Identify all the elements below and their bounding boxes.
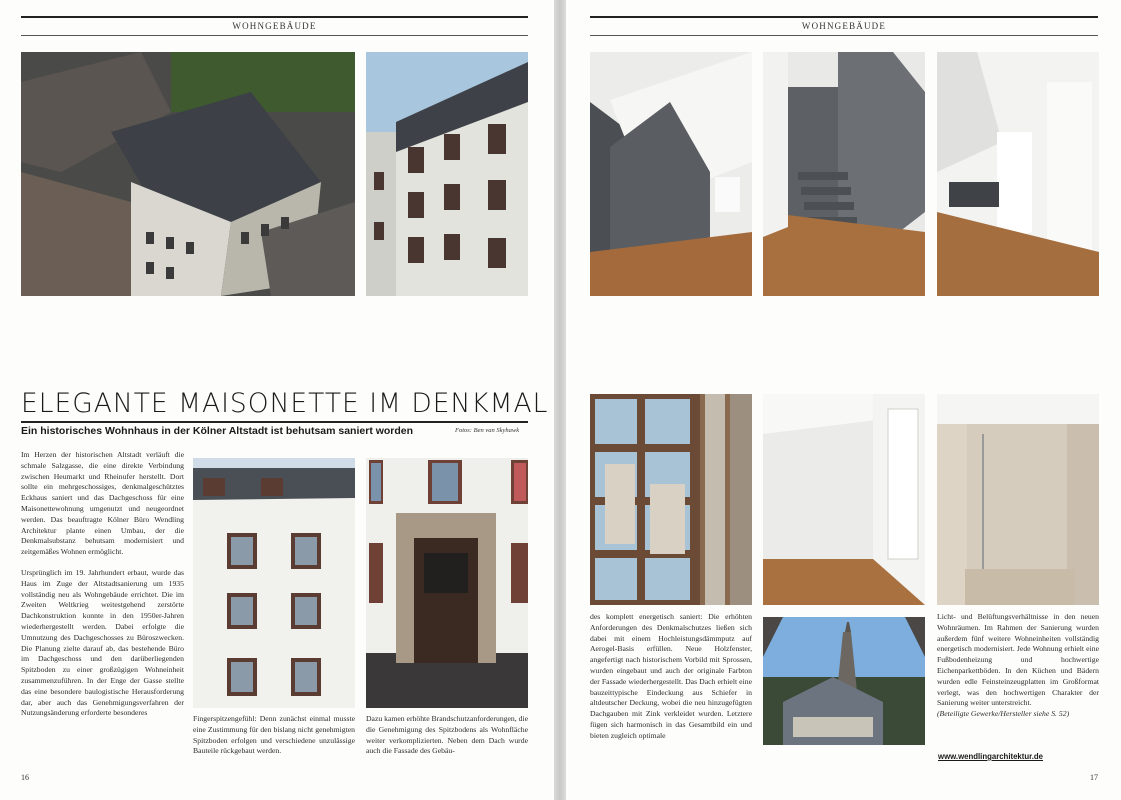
text-column-4: des komplett energetisch saniert: Die erhöhten Anforderungen des Denkmalschutzes ließen sich dabei mit einem Hochleistungsdämmputz auf Aerogel-Basis erfüllen. Neue Holzfenster, angefertigt nach historischem Vorbild mit Sprossen, wurden eingebaut und auch der originale Farbton der Fassade wiederhergestellt. Das Dach erhielt eine bauzeittypische Eindeckung aus Schiefer in altdeutscher Deckung, wobei die neu hinzugefügten Dachgauben mit Zink verkleidet wurden. Letztere fügen sich harmonisch in das Gesamtbild ein und bieten zugleich optimale: [590, 612, 752, 740]
aerial-photo: [21, 52, 355, 296]
paragraph: Licht- und Belüftungsverhältnisse in den neuen Wohnräumen. Im Rahmen der Sanierung wurden außerdem fünf weitere Wohneinheiten vollständig energetisch modernisiert. Jede Wohnung erhielt eine Fußbodenheizung und hochwertige Eichenparkettböden. In den Küchen und Bädern wurden edle Feinsteinzeugplatten im Großformat verlegt, was den hochwertigen Charakter der Sanierung weiter unterstreicht.: [937, 612, 1099, 708]
page-number-right: 17: [1090, 773, 1098, 782]
text-column-2: Fingerspitzengefühl: Denn zunächst einmal musste eine Zustimmung für den bislang nicht genehmigten Spitzboden erfolgen und verschiedene unzulässige Bauteile rückgebaut werden.: [193, 714, 355, 756]
article-subtitle: Ein historisches Wohnhaus in der Kölner Altstadt ist behutsam saniert worden: [21, 425, 414, 437]
cathedral-view-photo: [763, 617, 925, 745]
attic-room-photo: [937, 52, 1099, 296]
section-header: WOHNGEBÄUDE: [21, 16, 528, 36]
white-facade-photo: [193, 458, 355, 708]
left-page: [0, 0, 554, 800]
bathroom-photo: [937, 394, 1099, 605]
section-header: WOHNGEBÄUDE: [590, 16, 1098, 36]
article-title: ELEGANTE MAISONETTE IM DENKMAL: [21, 388, 549, 419]
white-room-photo: [763, 394, 925, 605]
facade-photo: [366, 52, 528, 296]
stair-interior-photo-2: [763, 52, 925, 296]
window-view-photo: [590, 394, 752, 605]
photo-credit: Fotos: Ben van Skyhawk: [455, 427, 520, 434]
stair-interior-photo: [590, 52, 752, 296]
page-number-left: 16: [21, 773, 29, 782]
website-link[interactable]: www.wendlingarchitektur.de: [938, 752, 1043, 761]
book-gutter: [554, 0, 566, 800]
text-column-5: [937, 612, 1099, 730]
suppliers-note: (Beteiligte Gewerke/Hersteller siehe S. 52): [937, 709, 1070, 719]
text-column-3: Dazu kamen erhöhte Brandschutzanforderungen, die die Genehmigung des Spitzbodens als Wohnfläche weiter verkomplizierten. Neben dem Dach wurde auch die Fassade des Gebäu-: [366, 714, 529, 756]
paragraph: Im Herzen der historischen Altstadt verläuft die schmale Salzgasse, die eine direkte Verbindung zwischen Heumarkt und Rheinufer herstellt. Dort sollte ein mehrgeschossiges, denkmalgeschütztes Eckhaus saniert und das Dachgeschoss für eine Maisonettewohnung umgenutzt und neugeordnet werden. Das beauftragte Kölner Büro Wendling Architektur plante einen Umbau, der die Denkmalsubstanz behutsam modernisiert und zeitgemäßes Wohnen ermöglicht.: [21, 450, 184, 557]
text-column-1: [21, 450, 184, 772]
entrance-door-photo: [366, 458, 528, 708]
right-page: [566, 0, 1121, 800]
paragraph: Ursprünglich im 19. Jahrhundert erbaut, wurde das Haus im Zuge der Altstadtsanierung um 1935 vollständig neu als Wohngebäude errichtet. Die im Zweiten Weltkrieg weitestgehend zerstörte Dachkonstruktion konnte in den 1950er-Jahren wiederhergestellt werden. Dabei erfolgte die Umnutzung des Dachgeschosses zu Büroszwecken. Die Planung zielte darauf ab, das bestehende Büro im Dachgeschoss und den darüberliegenden Spitzboden zu einer großzügigen Wohneinheit zusammenzuführen. In der Enge der Gasse stellte das eine besondere baulogistische Herausforderung dar, aber auch das Genehmigungsverfahren der Nutzungsänderung erforderte besonderes: [21, 567, 184, 718]
title-rule: [21, 421, 528, 423]
